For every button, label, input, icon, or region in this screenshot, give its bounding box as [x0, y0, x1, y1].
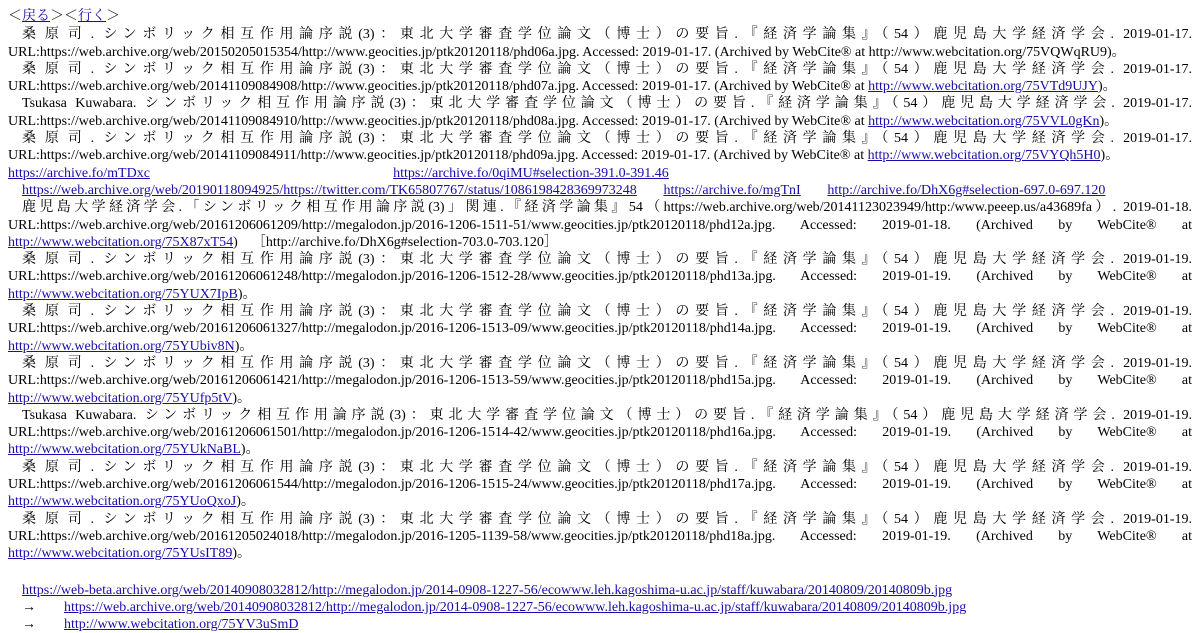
nav-close-bracket: ＞: [106, 9, 120, 24]
link-suffix: )。: [1099, 113, 1119, 129]
link-suffix: )。: [1097, 79, 1117, 95]
citation-entry: [8, 511, 1192, 563]
citation-entry: [8, 303, 1192, 355]
arrow-icon: →: [22, 617, 36, 633]
webcite-link[interactable]: http://www.webcitation.org/75X87xT54: [8, 234, 234, 250]
citation-entry: [8, 130, 1192, 165]
webcite-link[interactable]: http://www.webcitation.org/75YUbiv8N: [8, 338, 235, 354]
arrow-icon: →: [22, 599, 36, 615]
entry-author: Tsukasa Kuwabara: [22, 96, 133, 112]
entry-author: 桑原司: [22, 27, 91, 43]
archive-link[interactable]: https://archive.fo/mgTnI: [663, 182, 801, 198]
citation-entry: [8, 459, 1192, 511]
archive-link[interactable]: https://web.archive.org/web/20190118094925/https://twitter.com/TK65807767/status/1086198428369973248: [22, 182, 637, 198]
webcite-link[interactable]: http://www.webcitation.org/75YUX7IpB: [8, 286, 238, 302]
entry-text: . シンボリック相互作用論序説(3)：東北大学審査学位論文（博士）の要旨.『経済学論集』（54）鹿児島大学経済学会. 2019-01-19. URL:https://web.archive.org/web/20161206061248/http://megalodon.jp/2016-1206-1512-28/www.geocities.jp/ptk20120118/phd13a.jpg. Accessed: 2019-01-19. (Archived by WebCite® at: [8, 252, 1192, 285]
spacer: [8, 563, 1192, 582]
archive-link[interactable]: https://archive.fo/mTDxc: [8, 165, 150, 181]
back-link[interactable]: 戻る: [22, 9, 50, 24]
entry-text: . シンボリック相互作用論序説(3)：東北大学審査学位論文（博士）の要旨.『経済学論集』（54）鹿児島大学経済学会. 2019-01-19. URL:https://web.archive.org/web/20161206061544/http://megalodon.jp/2016-1206-1515-24/www.geocities.jp/ptk20120118/phd17a.jpg. Accessed: 2019-01-19. (Archived by WebCite® at: [8, 459, 1192, 493]
entry-author: 桑原司: [22, 131, 91, 147]
link-suffix: )。: [236, 494, 255, 510]
entry-text: . シンボリック相互作用論序説(3)：東北大学審査学位論文（博士）の要旨.『経済学論集』（54）鹿児島大学経済学会. 2019-01-17. URL:https://web.archive.org/web/20141109084910/http://www.geocities.jp/ptk20120118/phd08a.jpg. Accessed: 2019-01-17. (Archived by WebCite® at: [8, 96, 1192, 129]
link-suffix: )。: [234, 338, 254, 354]
entry-author: 桑原司: [22, 61, 91, 77]
link-suffix: )。: [237, 286, 257, 302]
link-suffix: )。: [1100, 148, 1120, 164]
webcite-link[interactable]: http://www.webcitation.org/75YUoQxoJ: [8, 494, 237, 510]
entry-text: . シンボリック相互作用論序説(3)：東北大学審査学位論文（博士）の要旨.『経済学論集』（54）鹿児島大学経済学会. 2019-01-17. URL:https://web.archive.org/web/20150205015354/http://www.geocities.jp/ptk20120118/phd06a.jpg. Accessed: 2019-01-17. (Archived by WebCite® at http://www.webcitation.org/75VQWqRU9)。: [8, 27, 1192, 60]
webcite-link[interactable]: http://www.webcitation.org/75YUkNaBL: [8, 442, 241, 458]
bottom-link-row: [8, 582, 1192, 599]
archive-links-row: [8, 165, 1192, 182]
entry-author: 桑原司: [22, 511, 91, 527]
archive-link[interactable]: http://archive.fo/DhX6g#selection-697.0-697.120: [827, 182, 1106, 198]
entry-text: . シンボリック相互作用論序説(3)：東北大学審査学位論文（博士）の要旨.『経済学論集』（54）鹿児島大学経済学会. 2019-01-19. URL:https://web.archive.org/web/20161205024018/http://megalodon.jp/2016-1205-1139-58/www.geocities.jp/ptk20120118/phd18a.jpg. Accessed: 2019-01-19. (Archived by WebCite® at: [8, 511, 1192, 544]
entry-text: 鹿児島大学経済学会.「シンボリック相互作用論序説(3)」関連.『経済学論集』54（https://web.archive.org/web/20141123023949/http:/www.peeep.us/a43689fa）. 2019-01-18. URL:https://web.archive.org/web/20161206061209/http://megalodon.jp/2016-1206-1511-51/www.geocities.jp/ptk20120118/phd12a.jpg. Accessed: 2019-01-18. (Archived by WebCite® at: [8, 200, 1192, 233]
entry-text: . シンボリック相互作用論序説(3)：東北大学審査学位論文（博士）の要旨.『経済学論集』（54）鹿児島大学経済学会. 2019-01-19. URL:https://web.archive.org/web/20161206061421/http://megalodon.jp/2016-1206-1513-59/www.geocities.jp/ptk20120118/phd15a.jpg. Accessed: 2019-01-19. (Archived by WebCite® at: [8, 355, 1192, 389]
entry-tail: ［http://archive.fo/DhX6g#selection-703.0-703.120］: [251, 234, 558, 250]
citation-entry: [8, 61, 1192, 96]
link-suffix: )。: [240, 442, 260, 458]
nav-bar: [8, 8, 1192, 25]
entry-text: . シンボリック相互作用論序説(3)：東北大学審査学位論文（博士）の要旨.『経済学論集』（54）鹿児島大学経済学会. 2019-01-19. URL:https://web.archive.org/web/20161206061327/http://megalodon.jp/2016-1206-1513-09/www.geocities.jp/ptk20120118/phd14a.jpg. Accessed: 2019-01-19. (Archived by WebCite® at: [8, 304, 1192, 337]
archive-link[interactable]: https://archive.fo/0qiMU#selection-391.0-391.46: [393, 165, 669, 181]
link-suffix: )。: [232, 546, 252, 562]
citation-entry: [8, 355, 1192, 407]
forward-link[interactable]: 行く: [78, 9, 106, 24]
nav-open-bracket: ＜: [8, 9, 22, 24]
archive-link[interactable]: https://web-beta.archive.org/web/20140908032812/http://megalodon.jp/2014-0908-1227-56/ecowww.leh.kagoshima-u.ac.jp/staff/kuwabara/20140809/20140809b.jpg: [22, 582, 953, 598]
nav-close-bracket: ＞: [50, 9, 64, 24]
nav-open-bracket: ＜: [64, 9, 78, 24]
entry-author: 桑原司: [22, 355, 91, 371]
citation-entry: [8, 95, 1192, 130]
link-suffix: )。: [232, 390, 252, 406]
citation-entry: [8, 251, 1192, 303]
webcite-link[interactable]: http://www.webcitation.org/75YV3uSmD: [64, 617, 299, 633]
citation-entry: [8, 407, 1192, 459]
webcite-link[interactable]: http://www.webcitation.org/75VVL0gKn: [868, 113, 1100, 129]
entry-text: . シンボリック相互作用論序説(3)：東北大学審査学位論文（博士）の要旨.『経済学論集』（54）鹿児島大学経済学会. 2019-01-17. URL:https://web.archive.org/web/20141109084908/http://www.geocities.jp/ptk20120118/phd07a.jpg. Accessed: 2019-01-17. (Archived by WebCite® at: [8, 61, 1192, 95]
webcite-link[interactable]: http://www.webcitation.org/75VTd9UJY: [868, 79, 1098, 95]
webcite-link[interactable]: http://www.webcitation.org/75YUsIT89: [8, 546, 233, 562]
archive-link[interactable]: https://web.archive.org/web/20140908032812/http://megalodon.jp/2014-0908-1227-56/ecowww.leh.kagoshima-u.ac.jp/staff/kuwabara/20140809/20140809b.jpg: [64, 599, 967, 615]
entry-text: . シンボリック相互作用論序説(3)：東北大学審査学位論文（博士）の要旨.『経済学論集』（54）鹿児島大学経済学会. 2019-01-17. URL:https://web.archive.org/web/20141109084911/http://www.geocities.jp/ptk20120118/phd09a.jpg. Accessed: 2019-01-17. (Archived by WebCite® at: [8, 131, 1192, 164]
archive-links-row: [8, 182, 1192, 199]
entry-author: 桑原司: [22, 459, 91, 475]
bottom-link-row: [8, 599, 1192, 616]
citation-entry: 鹿児島大学経済学会.「シンボリック相互作用論序説(3)」関連.『経済学論集』54（https://web.archive.org/web/20141123023949/http:/www.peeep.us/a43689fa）. 2019-01-18. URL:https://web.archive.org/web/20161206061209/http://megalodon.jp/2016-1206-1511-51/www.geocities.jp/ptk20120118/phd12a.jpg. Accessed: 2019-01-18. (Archived by WebCite® at http://www.webcitation.org/75X87xT54) ［http://archive.fo/DhX6g#selection-703.0-703.120］: [8, 200, 1192, 250]
entry-author: Tsukasa Kuwabara: [22, 407, 133, 423]
bottom-link-row: [8, 616, 1192, 633]
citation-entry: [8, 26, 1192, 61]
entry-author: 桑原司: [22, 252, 91, 268]
webcite-link[interactable]: http://www.webcitation.org/75YUfp5tV: [8, 390, 233, 406]
entry-text: . シンボリック相互作用論序説(3)：東北大学審査学位論文（博士）の要旨.『経済学論集』（54）鹿児島大学経済学会. 2019-01-19. URL:https://web.archive.org/web/20161206061501/http://megalodon.jp/2016-1206-1514-42/www.geocities.jp/ptk20120118/phd16a.jpg. Accessed: 2019-01-19. (Archived by WebCite® at: [8, 407, 1192, 441]
webcite-link[interactable]: http://www.webcitation.org/75VYQh5H0: [867, 148, 1101, 164]
entry-author: 桑原司: [22, 304, 91, 320]
